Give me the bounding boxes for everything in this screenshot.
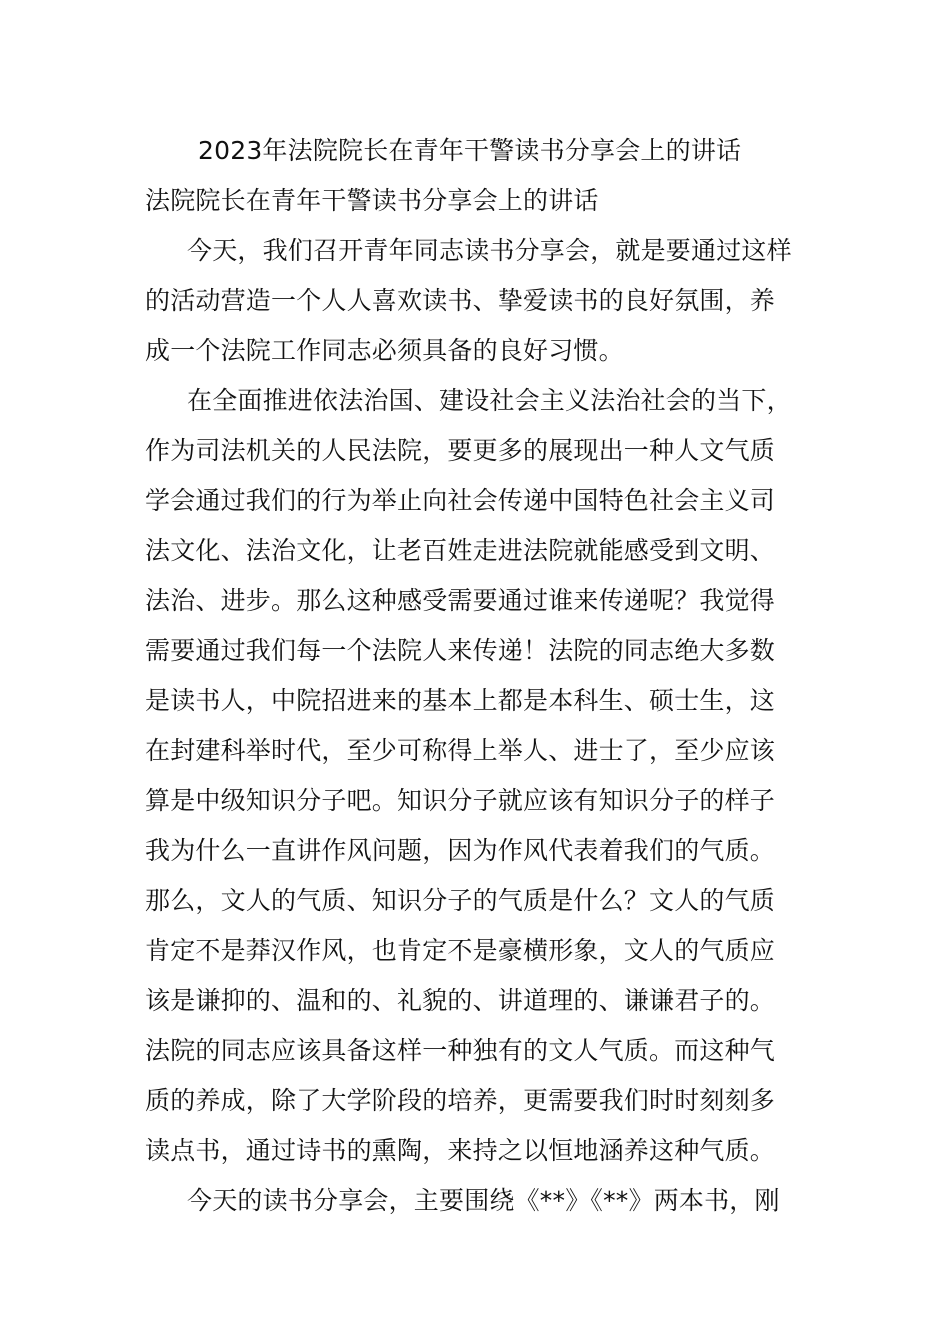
paragraph-line: 我为什么一直讲作风问题，因为作风代表着我们的气质。 [145, 836, 776, 865]
paragraph-line: 学会通过我们的行为举止向社会传递中国特色社会主义司 [145, 486, 776, 515]
paragraph-line: 那么，文人的气质、知识分子的气质是什么？文人的气质 [145, 886, 776, 915]
paragraph-line: 作为司法机关的人民法院，要更多的展现出一种人文气质 [145, 436, 776, 465]
paragraph-line: 在全面推进依法治国、建设社会主义法治社会的当下， [187, 386, 792, 415]
paragraph-line: 今天的读书分享会，主要围绕《**》《**》两本书，刚 [187, 1186, 780, 1215]
paragraph-line: 肯定不是莽汉作风，也肯定不是豪横形象，文人的气质应 [145, 936, 776, 965]
paragraph-line: 法院的同志应该具备这样一种独有的文人气质。而这种气 [145, 1036, 776, 1065]
paragraph-line: 成一个法院工作同志必须具备的良好习惯。 [145, 336, 624, 365]
paragraph-line: 读点书，通过诗书的熏陶，来持之以恒地涵养这种气质。 [145, 1136, 776, 1165]
paragraph-line: 质的养成，除了大学阶段的培养，更需要我们时时刻刻多 [145, 1086, 776, 1115]
paragraph-line: 需要通过我们每一个法院人来传递！法院的同志绝大多数 [145, 636, 776, 665]
paragraph-line: 在封建科举时代，至少可称得上举人、进士了，至少应该 [145, 736, 776, 765]
document-title: 2023年法院院长在青年干警读书分享会上的讲话 [198, 136, 742, 165]
paragraph-line: 法治、进步。那么这种感受需要通过谁来传递呢？我觉得 [145, 586, 776, 615]
paragraph-line: 算是中级知识分子吧。知识分子就应该有知识分子的样子 [145, 786, 776, 815]
document-subtitle: 法院院长在青年干警读书分享会上的讲话 [145, 186, 599, 215]
paragraph-line: 法文化、法治文化，让老百姓走进法院就能感受到文明、 [145, 536, 776, 565]
paragraph-line: 今天，我们召开青年同志读书分享会，就是要通过这样 [187, 236, 792, 265]
paragraph-line: 该是谦抑的、温和的、礼貌的、讲道理的、谦谦君子的。 [145, 986, 776, 1015]
paragraph-line: 是读书人，中院招进来的基本上都是本科生、硕士生，这 [145, 686, 776, 715]
paragraph-line: 的活动营造一个人人喜欢读书、挚爱读书的良好氛围，养 [145, 286, 776, 315]
